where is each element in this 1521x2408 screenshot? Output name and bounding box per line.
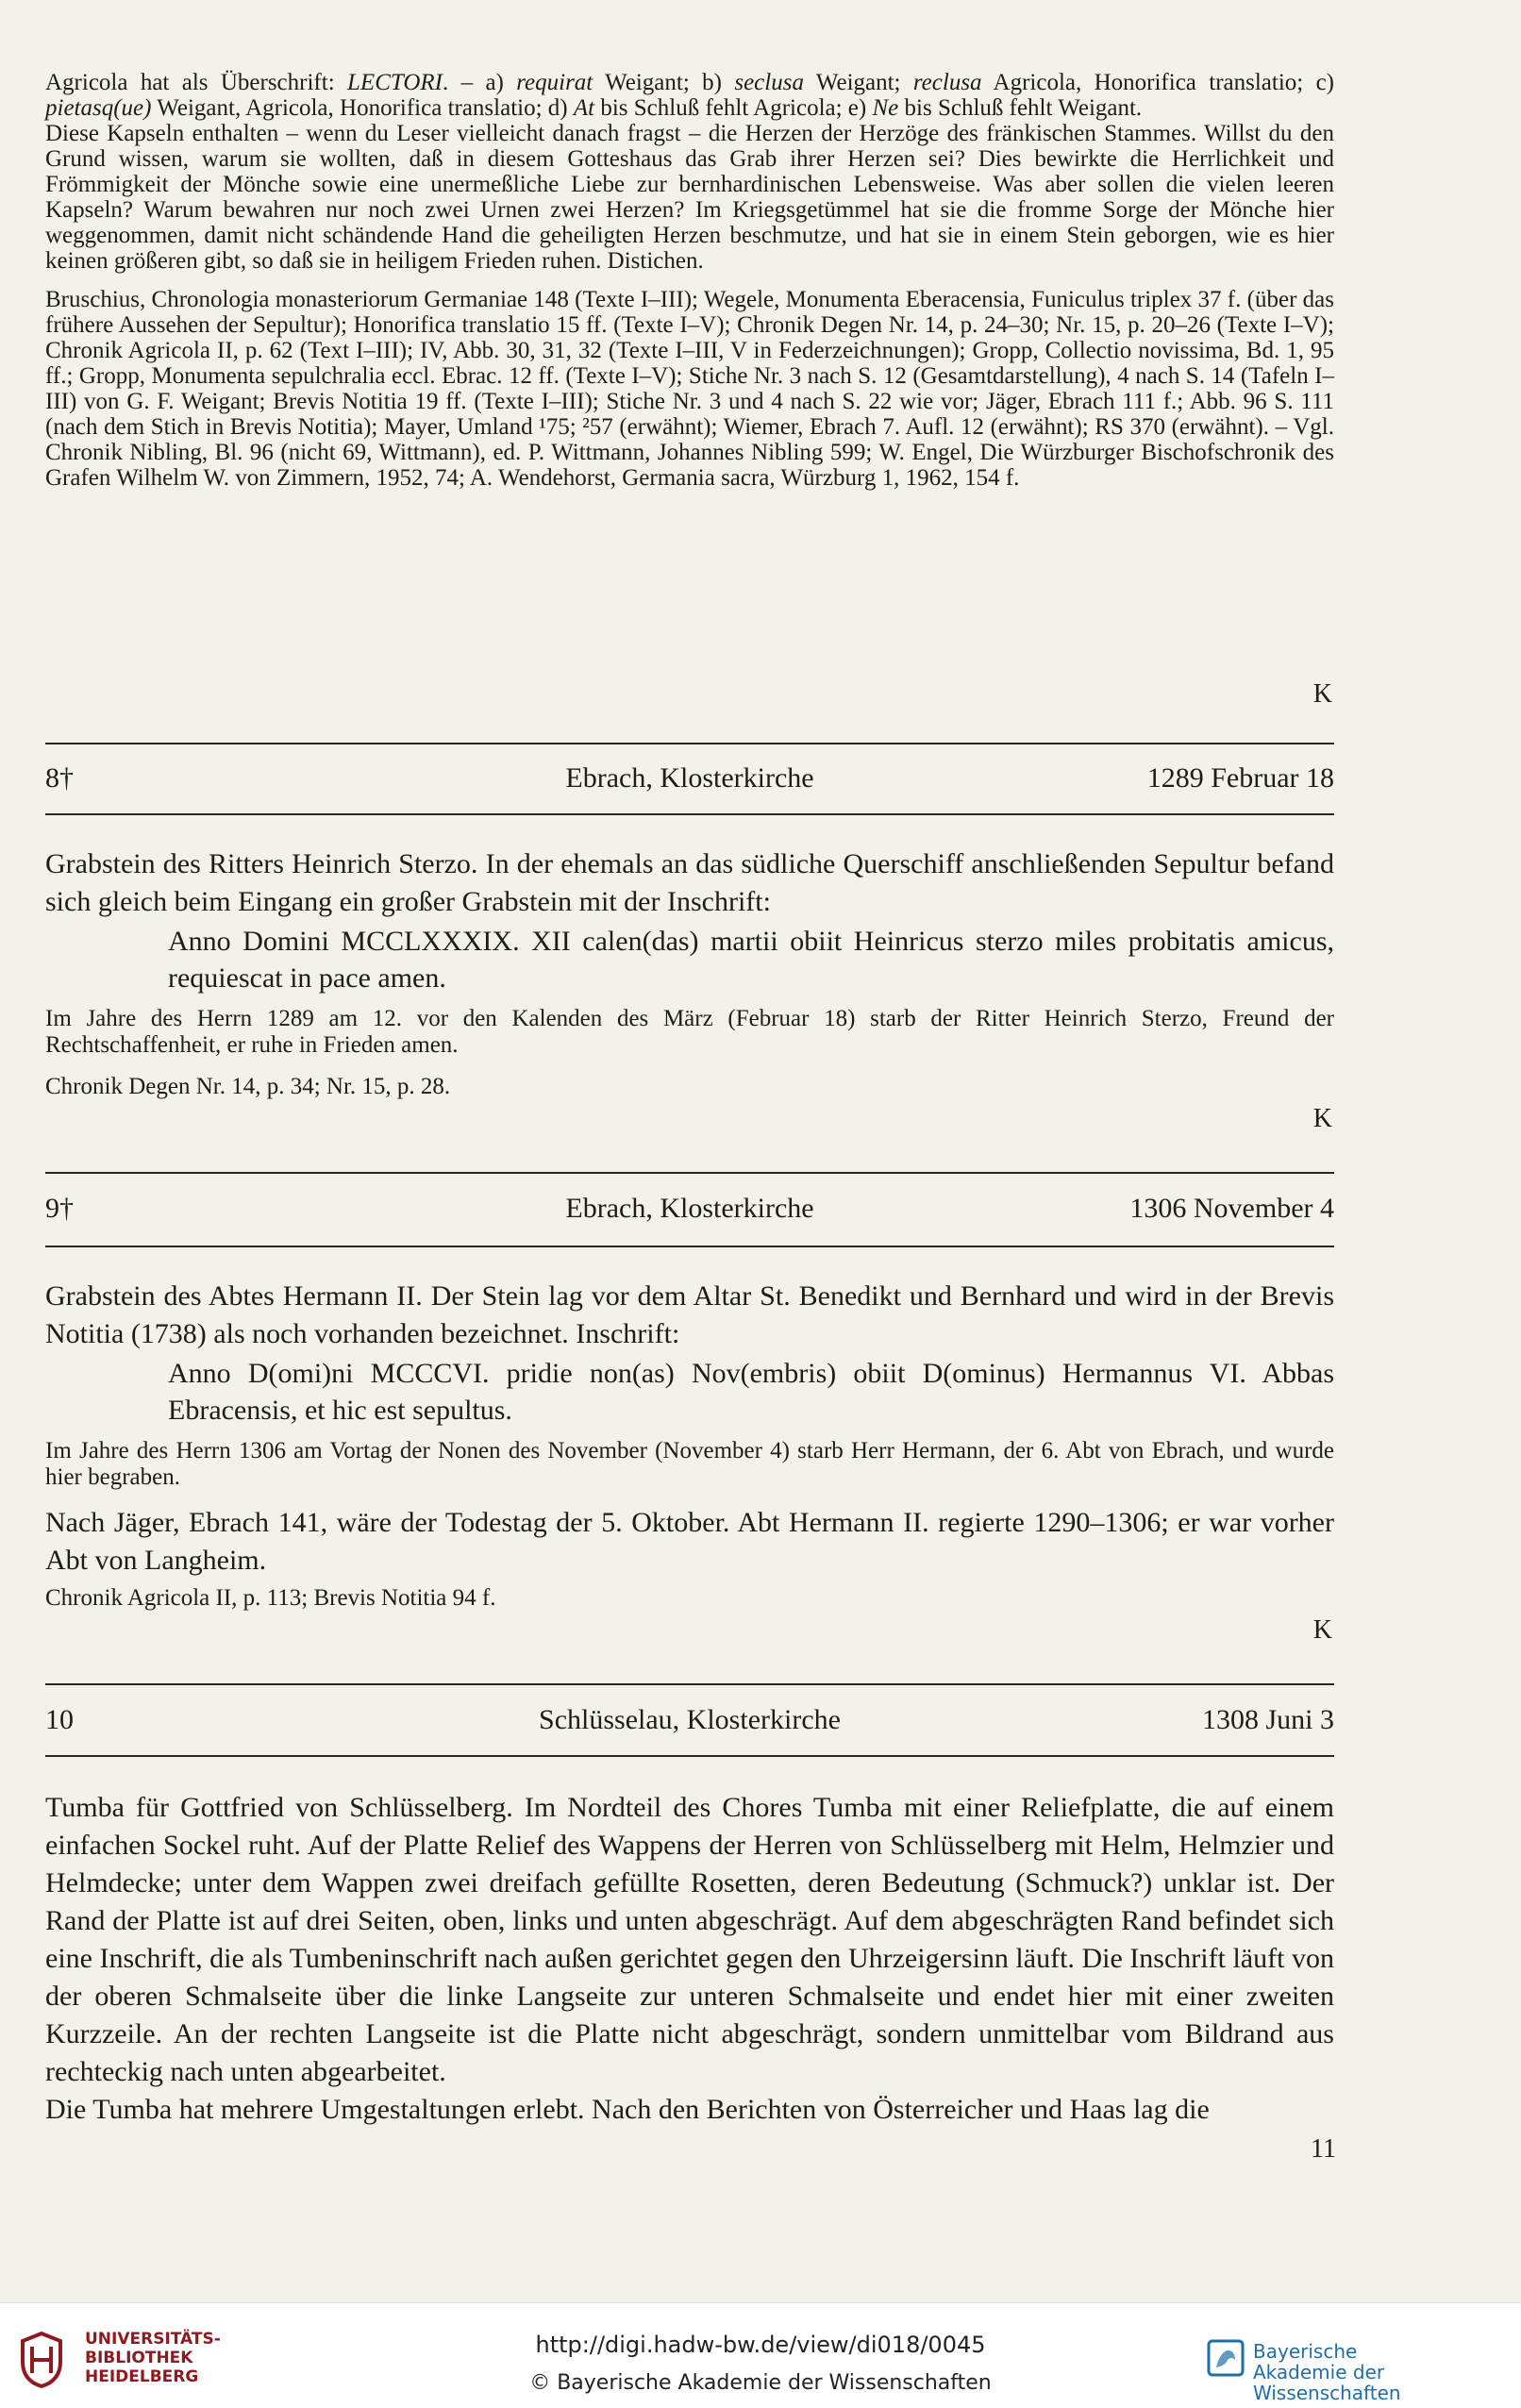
entry-reference: Chronik Degen Nr. 14, p. 34; Nr. 15, p. 28. [45,1074,451,1099]
entry-number: 8† [45,762,74,794]
entry-date: 1289 Februar 18 [1146,762,1334,794]
entry-description: Grabstein des Abtes Hermann II. Der Stein lag vor dem Altar St. Benedikt und Bernhard und wird in der Brevis Notitia (1738) als noch vorhanden bezeichnet. Inschrift: [45,1280,1334,1349]
footer-banner [0,2302,1521,2408]
author-siglum: K [1312,1615,1332,1645]
entry-header-10 [45,1704,1334,1742]
entry-header-8 [45,762,1334,800]
entry-date: 1306 November 4 [1129,1193,1334,1224]
entry-location: Ebrach, Klosterkirche [565,762,814,794]
academy-name: Bayerische Akademie der Wissenschaften [1253,2340,1401,2404]
copyright-notice: © Bayerische Akademie der Wissenschaften [529,2371,992,2395]
academy-lion-logo-icon [1203,2335,1248,2381]
entry-rule-top [45,1172,1334,1174]
inscription-text: Anno Domini MCCLXXXIX. XII calen(das) martii obiit Heinricus sterzo miles probitatis amicus, requiescat in pace amen. [168,926,1334,994]
entry-description [45,1789,1334,2129]
entry-description-paragraph: Tumba für Gottfried von Schlüsselberg. Im Nordteil des Chores Tumba mit einer Reliefplatte, die auf einem einfachen Sockel ruht. Auf der Platte Relief des Wappens der Herren von Schlüsselberg mit Helm, Helmzier und Helmdecke; unter dem Wappen zwei dreifach gefüllte Rosetten, deren Bedeutung (Schmuck?) unklar ist. Der Rand der Platte ist auf drei Seiten, oben, links und unten abgeschrägt. Auf dem abgeschrägten Rand befindet sich eine Inschrift, die als Tumbeninschrift nach außen gerichtet gegen den Uhrzeigersinn läuft. Die Inschrift läuft von der oberen Schmalseite über die linke Langseite zur unteren Schmalseite und endet hier mit einer zweiten Kurzzeile. An der rechten Langseite ist die Platte nicht abgeschrägt, sondern unmittelbar vom Bildrand aus rechteckig nach unten abgearbeitet. [45,1792,1334,2087]
inscription-translation: Im Jahre des Herrn 1289 am 12. vor den Kalenden des März (Februar 18) starb der Ritter Heinrich Sterzo, Freund der Rechtschaffenheit, er ruhe in Frieden amen. [45,1006,1334,1058]
entry-date: 1308 Juni 3 [1201,1704,1334,1735]
entry-rule-bottom [45,1755,1334,1757]
entry-location: Schlüsselau, Klosterkirche [539,1704,841,1735]
source-url-link[interactable]: http://digi.hadw-bw.de/view/di018/0045 [535,2332,986,2358]
inscription-translation: Im Jahre des Herrn 1306 am Vortag der Nonen des November (November 4) starb Herr Hermann, der 6. Abt von Ebrach, und wurde hier begraben. [45,1438,1334,1490]
entry-rule-bottom [45,1246,1334,1247]
entry-description-paragraph: Die Tumba hat mehrere Umgestaltungen erlebt. Nach den Berichten von Österreicher und Haas lag die [45,2094,1210,2125]
entry-location: Ebrach, Klosterkirche [565,1193,814,1224]
author-siglum: K [1312,1104,1332,1133]
entry-header-9 [45,1193,1334,1230]
entry-number: 10 [45,1704,74,1735]
entry-rule-top [45,743,1334,744]
entry-rule-bottom [45,813,1334,815]
entry-description: Grabstein des Ritters Heinrich Sterzo. In der ehemals an das südliche Querschiff anschließenden Sepultur befand sich gleich beim Eingang ein großer Grabstein mit der Inschrift: [45,848,1334,917]
entry-rule-top [45,1683,1334,1685]
entry-number: 9† [45,1193,74,1224]
library-name: UNIVERSITÄTS- BIBLIOTHEK HEIDELBERG [85,2330,221,2386]
bibliography-paragraph: Bruschius, Chronologia monasteriorum Germaniae 148 (Texte I–III); Wegele, Monumenta Eberacensia, Funiculus triplex 37 f. (über das frühere Aussehen der Sepultur); Honorifica translatio 15 ff. (Texte I–V); Chronik Degen Nr. 14, p. 24–30; Nr. 15, p. 20–26 (Texte I–V); Chronik Agricola II, p. 62 (Text I–III); IV, Abb. 30, 31, 32 (Texte I–III, V in Federzeichnungen); Gropp, Collectio novissima, Bd. 1, 95 ff.; Gropp, Monumenta sepulchralia eccl. Ebrac. 12 ff. (Texte I–V); Stiche Nr. 3 nach S. 12 (Gesamtdarstellung), 4 nach S. 14 (Tafeln I–III) von G. F. Weigant; Brevis Notitia 19 ff. (Texte I–III); Stiche Nr. 3 und 4 nach S. 22 wie vor; Jäger, Ebrach 111 f.; Abb. 96 S. 111 (nach dem Stich in Brevis Notitia); Mayer, Umland ¹75; ²57 (erwähnt); Wiemer, Ebrach 7. Aufl. 12 (erwähnt); RS 370 (erwähnt). – Vgl. Chronik Nibling, Bl. 96 (nicht 69, Wittmann), ed. P. Wittmann, Johannes Nibling 599; W. Engel, Die Würzburger Bischofschronik des Grafen Wilhelm W. von Zimmern, 1952, 74; A. Wendehorst, Germania sacra, Würzburg 1, 1962, 154 f. [45,287,1334,491]
translation-paragraph: Diese Kapseln enthalten – wenn du Leser vielleicht danach fragst – die Herzen der Herzöge des fränkischen Stammes. Willst du den Grund wissen, warum sie wollten, daß in diesem Gotteshaus das Grab ihrer Herzen sei? Dies bewirkte die Herrlichkeit und Frömmigkeit der Mönche sowie eine unermeßliche Liebe zur bernhardinischen Lebensweise. Was aber sollen die vielen leeren Kapseln? Warum bewahren nur noch zwei Urnen zwei Herzen? Im Kriegsgetümmel hat sie die fromme Sorge der Mönche hier weggenommen, damit nicht schändende Hand die geheiligten Herzen beschmutze, und hat sie in einem Stein geborgen, wie es hier keinen größeren gibt, so daß sie in heiligem Frieden ruhen. Distichen. [45,121,1334,274]
entry-reference: Chronik Agricola II, p. 113; Brevis Notitia 94 f. [45,1585,496,1611]
entry-note: Nach Jäger, Ebrach 141, wäre der Todestag der 5. Oktober. Abt Hermann II. regierte 1290–1306; er war vorher Abt von Langheim. [45,1507,1334,1576]
page-number: 11 [1311,2134,1336,2164]
critical-apparatus: Agricola hat als Überschrift: LECTORI. – a) requirat Weigant; b) seclusa Weigant; reclusa Agricola, Honorifica translatio; c) pietasq(ue) Weigant, Agricola, Honorifica translatio; d) At bis Schluß fehlt Agricola; e) Ne bis Schluß fehlt Weigant. [45,70,1335,121]
inscription-text: Anno D(omi)ni MCCCVI. pridie non(as) Nov(embris) obiit D(ominus) Hermannus VI. Abbas Ebracensis, et hic est sepultus. [168,1358,1334,1426]
top-notes [45,70,1334,491]
author-siglum: K [1312,679,1332,709]
